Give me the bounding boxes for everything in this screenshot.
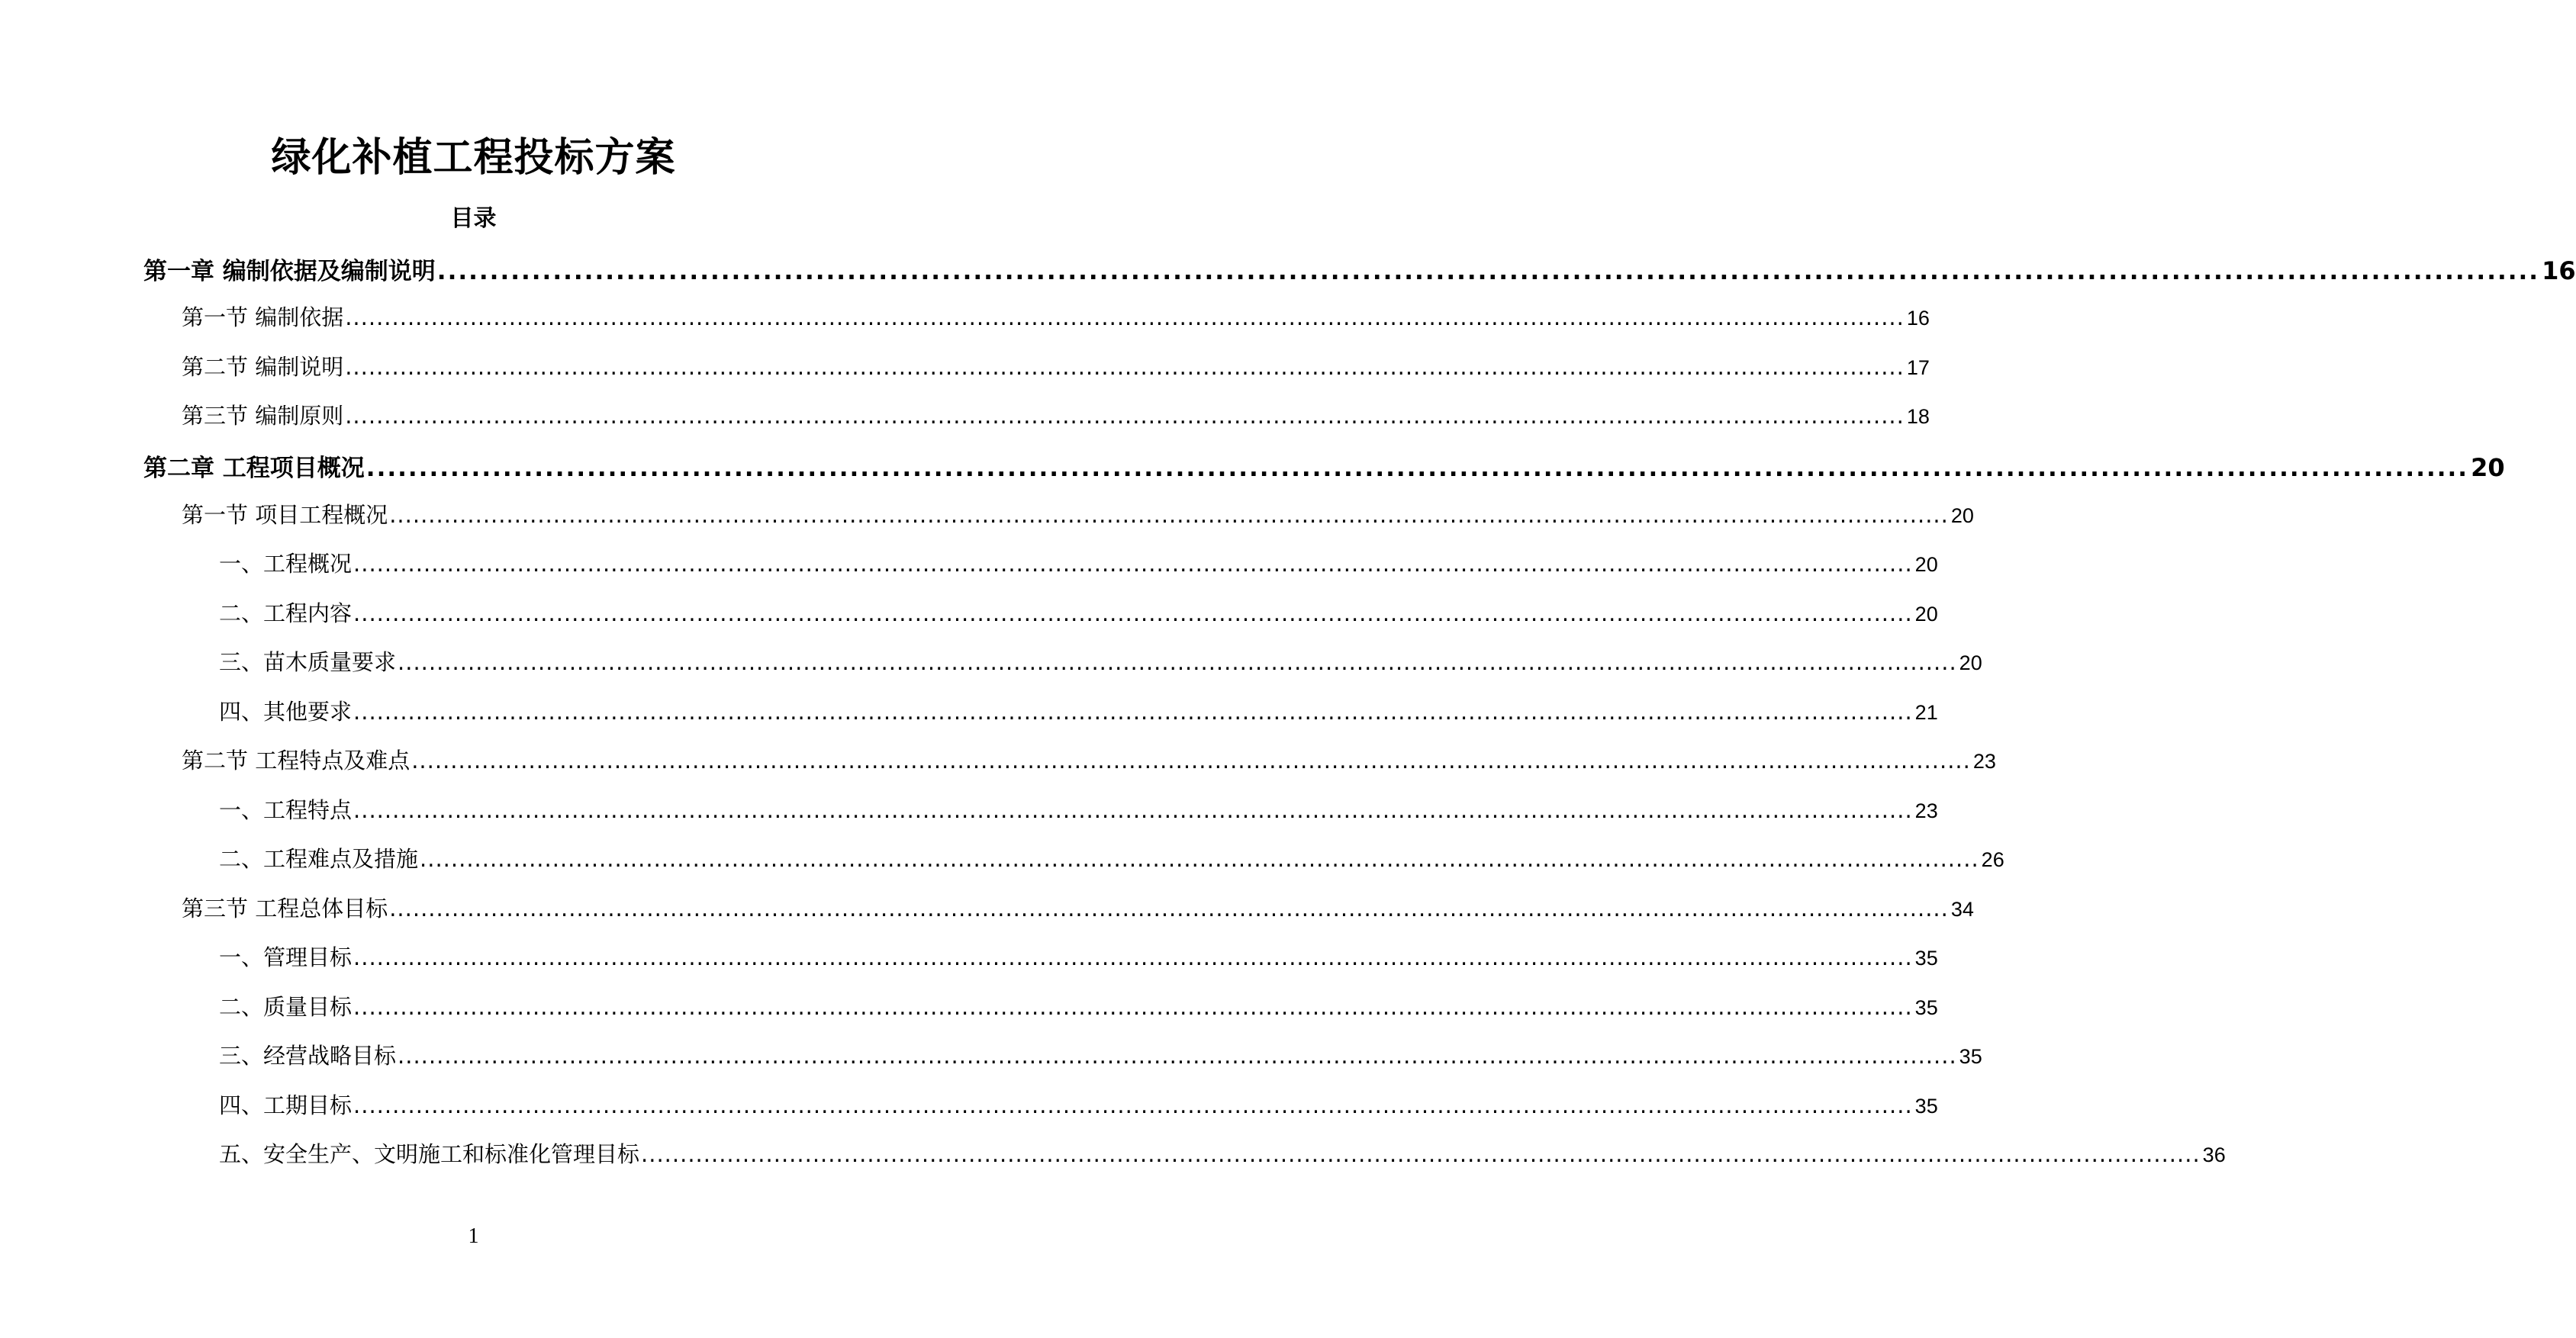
toc-entry-section[interactable] [182,744,1996,777]
toc-dot-leader: ........................................................................................................................................................................................................ [353,1092,1913,1118]
toc-entry-label: 第一节 编制依据 [182,304,344,330]
toc-entry-page: 17 [1906,356,1930,379]
toc-entry-label: 二、工程难点及措施 [219,846,419,872]
toc-entry-page: 18 [1906,405,1930,428]
toc-entry-page: 35 [1914,1095,1938,1118]
toc-entry-label: 一、工程特点 [219,797,353,823]
toc-entry-label: 第二章 工程项目概况 [143,455,365,482]
toc-entry-label: 第二节 编制说明 [182,354,344,380]
toc-dot-leader: ........................................................................................................................................................................................................ [353,944,1913,970]
toc-entry-subsection[interactable] [219,1137,2226,1171]
toc-entry-label: 一、工程概况 [219,551,353,577]
toc-entry-subsection[interactable] [219,695,1938,729]
toc-dot-leader: ........................................................................................................................................................................................................ [353,551,1913,577]
toc-dot-leader: ........................................................................................................................................................................................................ [365,455,2469,482]
page-number: 1 [468,1224,479,1248]
toc-entry-section[interactable] [182,498,1974,532]
toc-entry-page: 16 [1906,307,1930,330]
toc-entry-page: 23 [1972,750,1996,773]
toc-entry-page: 20 [1950,504,1974,527]
toc-entry-page: 34 [1950,898,1974,921]
toc-entry-label: 四、工期目标 [219,1092,353,1118]
toc-entry-label: 第一章 编制依据及编制说明 [143,258,436,285]
toc-dot-leader: ........................................................................................................................................................................................................ [420,846,1979,872]
toc-entry-label: 二、工程内容 [219,600,353,626]
toc-entry-subsection[interactable] [219,941,1938,974]
toc-entry-label: 五、安全生产、文明施工和标准化管理目标 [219,1141,640,1167]
toc-entry-subsection[interactable] [219,547,1938,581]
toc-entry-label: 四、其他要求 [219,699,353,725]
toc-entry-subsection[interactable] [219,842,2004,876]
toc-entry-label: 三、经营战略目标 [219,1043,397,1069]
toc-entry-label: 第一节 项目工程概况 [182,502,388,528]
toc-entry-chapter-1[interactable] [143,252,2576,285]
toc-entry-label: 第三节 工程总体目标 [182,896,388,921]
toc-entry-page: 35 [1959,1045,1982,1068]
toc-entry-page: 20 [1914,553,1938,576]
toc-dot-leader: ........................................................................................................................................................................................................ [345,403,1905,429]
toc-dot-leader: ........................................................................................................................................................................................................ [398,649,1957,675]
toc-dot-leader: ........................................................................................................................................................................................................ [345,354,1905,380]
toc-entry-page: 35 [1914,947,1938,970]
toc-entry-subsection[interactable] [219,597,1938,630]
toc-entry-page: 20 [2471,453,2505,482]
toc-entry-subsection[interactable] [219,1039,1982,1073]
toc-entry-label: 三、苗木质量要求 [219,649,397,675]
toc-entry-label: 二、质量目标 [219,994,353,1020]
toc-entry-page: 20 [1914,603,1938,626]
toc-dot-leader: ........................................................................................................................................................................................................ [398,1043,1957,1069]
toc-entry-chapter-2[interactable] [143,449,2505,482]
toc-dot-leader: ........................................................................................................................................................................................................ [345,304,1905,330]
toc-entry-page: 35 [1914,996,1938,1019]
toc-dot-leader: ........................................................................................................................................................................................................ [353,994,1913,1020]
toc-heading: 目录 [450,205,497,232]
toc-dot-leader: ........................................................................................................................................................................................................ [353,797,1913,823]
toc-dot-leader: ........................................................................................................................................................................................................ [389,502,1949,528]
toc-entry-page: 26 [1981,848,2004,871]
toc-dot-leader: ........................................................................................................................................................................................................ [436,258,2540,285]
toc-dot-leader: ........................................................................................................................................................................................................ [641,1141,2201,1167]
toc-entry-subsection[interactable] [219,645,1982,679]
toc-entry-page: 23 [1914,799,1938,822]
toc-entry-page: 36 [2202,1143,2226,1166]
toc-entry-page: 21 [1914,701,1938,724]
toc-dot-leader: ........................................................................................................................................................................................................ [353,600,1913,626]
document-title: 绿化补植工程投标方案 [271,135,676,181]
toc-entry-label: 一、管理目标 [219,944,353,970]
toc-entry-page: 20 [1959,651,1982,674]
toc-entry-subsection[interactable] [219,1089,1938,1122]
toc-entry-section[interactable] [182,399,1930,433]
toc-entry-subsection[interactable] [219,990,1938,1024]
toc-entry-page: 16 [2542,256,2576,285]
toc-dot-leader: ........................................................................................................................................................................................................ [411,748,1971,774]
toc-entry-section[interactable] [182,301,1930,334]
toc-entry-section[interactable] [182,892,1974,925]
toc-dot-leader: ........................................................................................................................................................................................................ [389,896,1949,921]
toc-entry-section[interactable] [182,350,1930,384]
toc-entry-subsection[interactable] [219,793,1938,827]
toc-entry-label: 第二节 工程特点及难点 [182,748,411,774]
toc-dot-leader: ........................................................................................................................................................................................................ [353,699,1913,725]
toc-entry-label: 第三节 编制原则 [182,403,344,429]
